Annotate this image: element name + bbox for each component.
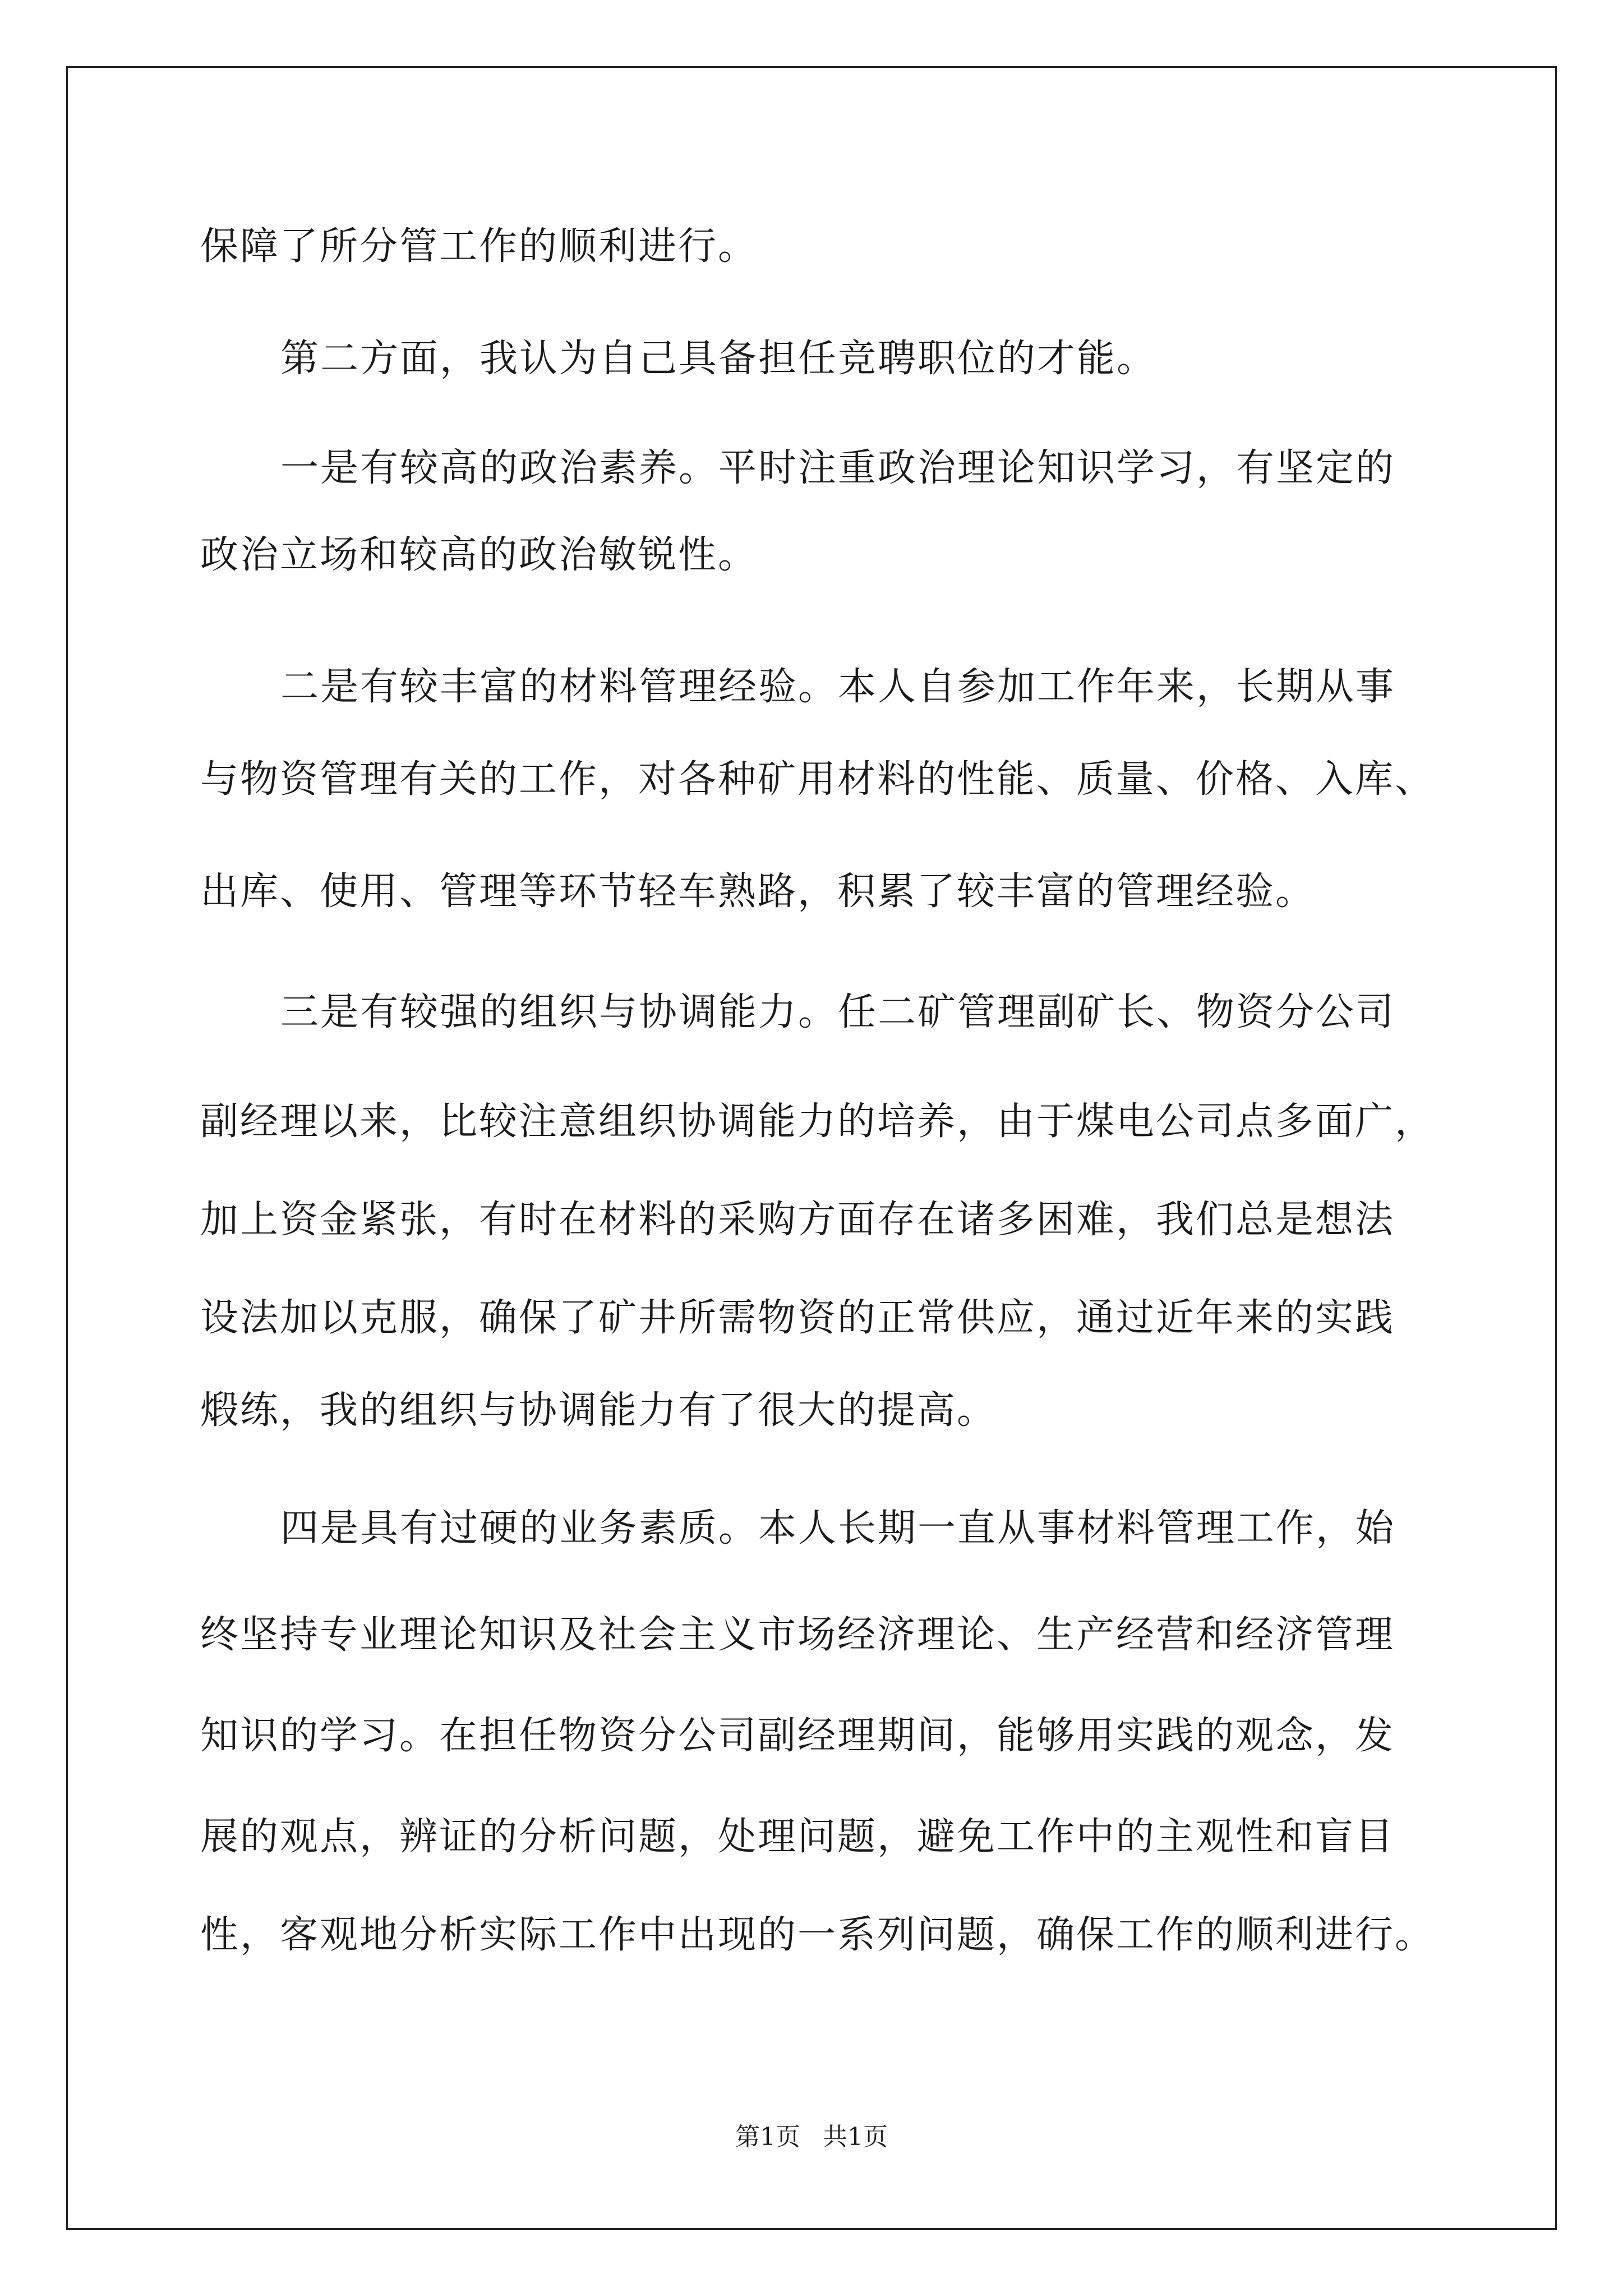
page-footer [0, 2120, 1623, 2154]
text-line: 性，客观地分析实际工作中出现的一系列问题，确保工作的顺利进行。 [200, 1913, 1435, 1957]
text-line: 政治立场和较高的政治敏锐性。 [200, 533, 758, 577]
text-line: 一是有较高的政治素养。平时注重政治理论知识学习，有坚定的 [280, 446, 1396, 490]
text-line: 四是具有过硬的业务素质。本人长期一直从事材料管理工作，始 [280, 1506, 1396, 1550]
text-line: 终坚持专业理论知识及社会主义市场经济理论、生产经营和经济管理 [200, 1613, 1395, 1657]
text-line: 知识的学习。在担任物资分公司副经理期间，能够用实践的观念，发 [200, 1714, 1395, 1758]
text-line: 与物资管理有关的工作，对各种矿用材料的性能、质量、价格、入库、 [200, 757, 1435, 802]
text-line: 加上资金紧张，有时在材料的采购方面存在诸多困难，我们总是想法 [200, 1198, 1395, 1242]
text-line: 展的观点，辨证的分析问题，处理问题，避免工作中的主观性和盲目 [200, 1815, 1395, 1859]
page-frame [66, 66, 1557, 2230]
text-line: 三是有较强的组织与协调能力。任二矿管理副矿长、物资分公司 [280, 990, 1396, 1034]
text-line: 保障了所分管工作的顺利进行。 [200, 224, 758, 269]
page-number: 第1页 [735, 2123, 800, 2151]
text-line: 出库、使用、管理等环节轻车熟路，积累了较丰富的管理经验。 [200, 869, 1316, 914]
page-total: 共1页 [823, 2123, 888, 2151]
text-line: 煅练，我的组织与协调能力有了很大的提高。 [200, 1388, 997, 1433]
text-line: 第二方面，我认为自己具备担任竞聘职位的才能。 [280, 337, 1157, 381]
text-line: 二是有较丰富的材料管理经验。本人自参加工作年来，长期从事 [280, 665, 1396, 709]
text-line: 设法加以克服，确保了矿井所需物资的正常供应，通过近年来的实践 [200, 1296, 1395, 1340]
text-line: 副经理以来，比较注意组织协调能力的培养，由于煤电公司点多面广， [200, 1099, 1435, 1144]
